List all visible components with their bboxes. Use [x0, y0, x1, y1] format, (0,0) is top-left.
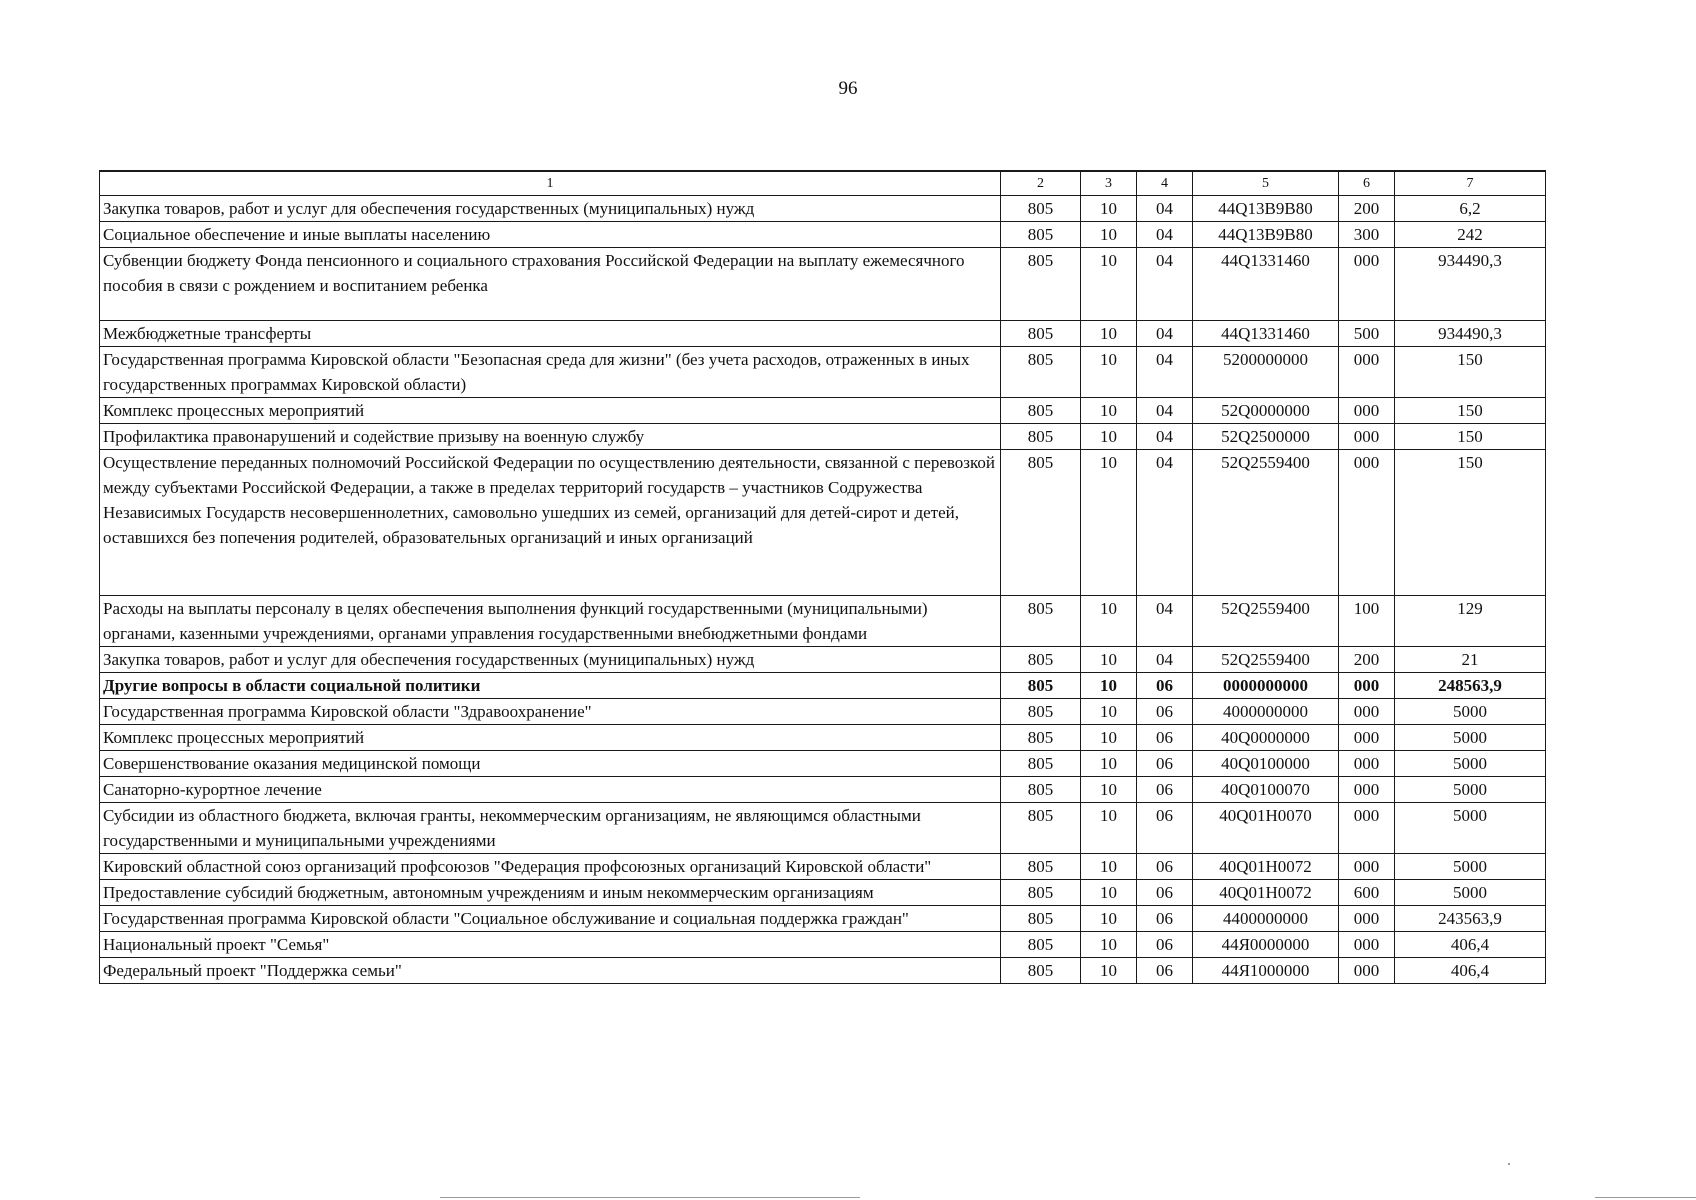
cell-ministry: 805 — [1001, 932, 1081, 958]
header-cell: 5 — [1193, 171, 1339, 196]
cell-section: 10 — [1081, 321, 1137, 347]
table-row — [100, 777, 1546, 803]
cell-subsection: 04 — [1137, 196, 1193, 222]
cell-target-article: 44Q1331460 — [1193, 248, 1339, 321]
table-row — [100, 725, 1546, 751]
cell-section: 10 — [1081, 777, 1137, 803]
cell-ministry: 805 — [1001, 450, 1081, 596]
cell-amount: 248563,9 — [1395, 673, 1546, 699]
cell-section: 10 — [1081, 347, 1137, 398]
cell-section: 10 — [1081, 906, 1137, 932]
table-row — [100, 854, 1546, 880]
cell-target-article: 52Q2559400 — [1193, 647, 1339, 673]
cell-ministry: 805 — [1001, 725, 1081, 751]
cell-subsection: 06 — [1137, 725, 1193, 751]
header-cell: 2 — [1001, 171, 1081, 196]
cell-amount: 5000 — [1395, 751, 1546, 777]
cell-subsection: 04 — [1137, 248, 1193, 321]
cell-subsection: 06 — [1137, 958, 1193, 984]
cell-amount: 150 — [1395, 398, 1546, 424]
cell-ministry: 805 — [1001, 424, 1081, 450]
table-row — [100, 424, 1546, 450]
cell-expense-type: 000 — [1339, 803, 1395, 854]
cell-subsection: 04 — [1137, 647, 1193, 673]
cell-subsection: 04 — [1137, 222, 1193, 248]
cell-amount: 5000 — [1395, 725, 1546, 751]
cell-target-article: 40Q0100070 — [1193, 777, 1339, 803]
cell-ministry: 805 — [1001, 777, 1081, 803]
cell-section: 10 — [1081, 673, 1137, 699]
row-name: Национальный проект "Семья" — [100, 932, 1001, 958]
row-name: Межбюджетные трансферты — [100, 321, 1001, 347]
cell-subsection: 06 — [1137, 932, 1193, 958]
cell-section: 10 — [1081, 932, 1137, 958]
cell-target-article: 4000000000 — [1193, 699, 1339, 725]
table-row — [100, 596, 1546, 647]
cell-section: 10 — [1081, 699, 1137, 725]
cell-section: 10 — [1081, 398, 1137, 424]
header-cell: 4 — [1137, 171, 1193, 196]
cell-section: 10 — [1081, 854, 1137, 880]
table-row — [100, 906, 1546, 932]
cell-section: 10 — [1081, 880, 1137, 906]
table-row — [100, 321, 1546, 347]
cell-expense-type: 000 — [1339, 673, 1395, 699]
cell-expense-type: 000 — [1339, 699, 1395, 725]
page-number: 96 — [838, 78, 858, 99]
cell-ministry: 805 — [1001, 596, 1081, 647]
row-name: Субсидии из областного бюджета, включая гранты, некоммерческим организациям, не являющимся областными государственными и муниципальными учреждениями — [100, 803, 1001, 854]
cell-target-article: 40Q01H0070 — [1193, 803, 1339, 854]
cell-ministry: 805 — [1001, 398, 1081, 424]
cell-expense-type: 000 — [1339, 424, 1395, 450]
cell-subsection: 04 — [1137, 347, 1193, 398]
cell-expense-type: 000 — [1339, 751, 1395, 777]
table-row — [100, 196, 1546, 222]
cell-target-article: 44Q13B9B80 — [1193, 222, 1339, 248]
cell-amount: 21 — [1395, 647, 1546, 673]
cell-ministry: 805 — [1001, 699, 1081, 725]
row-name: Предоставление субсидий бюджетным, автономным учреждениям и иным некоммерческим организациям — [100, 880, 1001, 906]
cell-target-article: 44Я0000000 — [1193, 932, 1339, 958]
cell-amount: 5000 — [1395, 803, 1546, 854]
cell-ministry: 805 — [1001, 803, 1081, 854]
cell-amount: 5000 — [1395, 699, 1546, 725]
cell-expense-type: 000 — [1339, 906, 1395, 932]
cell-ministry: 805 — [1001, 906, 1081, 932]
cell-amount: 242 — [1395, 222, 1546, 248]
row-name: Государственная программа Кировской области "Социальное обслуживание и социальная поддержка граждан" — [100, 906, 1001, 932]
cell-subsection: 06 — [1137, 906, 1193, 932]
cell-expense-type: 600 — [1339, 880, 1395, 906]
cell-subsection: 06 — [1137, 699, 1193, 725]
cell-subsection: 04 — [1137, 450, 1193, 596]
cell-expense-type: 000 — [1339, 450, 1395, 596]
table-row — [100, 450, 1546, 596]
table-row — [100, 751, 1546, 777]
cell-expense-type: 500 — [1339, 321, 1395, 347]
cell-expense-type: 000 — [1339, 932, 1395, 958]
header-cell: 6 — [1339, 171, 1395, 196]
table-row — [100, 248, 1546, 321]
row-name: Закупка товаров, работ и услуг для обеспечения государственных (муниципальных) нужд — [100, 196, 1001, 222]
cell-amount: 150 — [1395, 347, 1546, 398]
cell-subsection: 04 — [1137, 398, 1193, 424]
cell-target-article: 40Q0100000 — [1193, 751, 1339, 777]
cell-target-article: 44Я1000000 — [1193, 958, 1339, 984]
cell-subsection: 04 — [1137, 424, 1193, 450]
row-name: Социальное обеспечение и иные выплаты населению — [100, 222, 1001, 248]
cell-subsection: 06 — [1137, 854, 1193, 880]
table-row — [100, 958, 1546, 984]
table-row — [100, 398, 1546, 424]
cell-ministry: 805 — [1001, 196, 1081, 222]
header-cell: 3 — [1081, 171, 1137, 196]
header-cell: 7 — [1395, 171, 1546, 196]
row-name: Расходы на выплаты персоналу в целях обеспечения выполнения функций государственными (муниципальными) органами, казенными учреждениями, органами управления государственными внебюджетными фондами — [100, 596, 1001, 647]
cell-amount: 406,4 — [1395, 958, 1546, 984]
table-row — [100, 347, 1546, 398]
cell-subsection: 06 — [1137, 673, 1193, 699]
cell-subsection: 04 — [1137, 321, 1193, 347]
cell-amount: 6,2 — [1395, 196, 1546, 222]
cell-subsection: 06 — [1137, 880, 1193, 906]
cell-ministry: 805 — [1001, 673, 1081, 699]
cell-subsection: 04 — [1137, 596, 1193, 647]
cell-amount: 934490,3 — [1395, 248, 1546, 321]
cell-amount: 406,4 — [1395, 932, 1546, 958]
cell-section: 10 — [1081, 596, 1137, 647]
scan-edge-line — [440, 1197, 860, 1198]
cell-target-article: 52Q2559400 — [1193, 450, 1339, 596]
cell-ministry: 805 — [1001, 222, 1081, 248]
cell-ministry: 805 — [1001, 751, 1081, 777]
row-name: Государственная программа Кировской области "Безопасная среда для жизни" (без учета расходов, отраженных в иных государственных программах Кировской области) — [100, 347, 1001, 398]
cell-ministry: 805 — [1001, 880, 1081, 906]
cell-target-article: 4400000000 — [1193, 906, 1339, 932]
row-name: Закупка товаров, работ и услуг для обеспечения государственных (муниципальных) нужд — [100, 647, 1001, 673]
cell-section: 10 — [1081, 803, 1137, 854]
header-cell: 1 — [100, 171, 1001, 196]
budget-table — [99, 170, 1546, 984]
cell-ministry: 805 — [1001, 248, 1081, 321]
cell-ministry: 805 — [1001, 321, 1081, 347]
table-row — [100, 880, 1546, 906]
cell-target-article: 44Q13B9B80 — [1193, 196, 1339, 222]
cell-expense-type: 000 — [1339, 725, 1395, 751]
cell-expense-type: 000 — [1339, 854, 1395, 880]
cell-amount: 129 — [1395, 596, 1546, 647]
cell-target-article: 0000000000 — [1193, 673, 1339, 699]
cell-ministry: 805 — [1001, 347, 1081, 398]
cell-section: 10 — [1081, 958, 1137, 984]
cell-amount: 150 — [1395, 424, 1546, 450]
cell-target-article: 52Q2559400 — [1193, 596, 1339, 647]
cell-section: 10 — [1081, 424, 1137, 450]
cell-expense-type: 200 — [1339, 196, 1395, 222]
row-name: Осуществление переданных полномочий Российской Федерации по осуществлению деятельности, связанной с перевозкой между субъектами Российской Федерации, а также в пределах территорий государств – участников Содружества Независимых Государств несовершеннолетних, самовольно ушедших из семей, организаций для детей-сирот и детей, оставшихся без попечения родителей, образовательных организаций и иных организаций — [100, 450, 1001, 596]
header-row — [100, 171, 1546, 196]
cell-expense-type: 000 — [1339, 248, 1395, 321]
cell-section: 10 — [1081, 196, 1137, 222]
cell-subsection: 06 — [1137, 803, 1193, 854]
cell-section: 10 — [1081, 222, 1137, 248]
cell-section: 10 — [1081, 248, 1137, 321]
cell-subsection: 06 — [1137, 777, 1193, 803]
cell-expense-type: 000 — [1339, 958, 1395, 984]
cell-target-article: 40Q01H0072 — [1193, 854, 1339, 880]
table-row — [100, 932, 1546, 958]
cell-target-article: 5200000000 — [1193, 347, 1339, 398]
row-name: Другие вопросы в области социальной политики — [100, 673, 1001, 699]
cell-target-article: 52Q0000000 — [1193, 398, 1339, 424]
cell-target-article: 40Q01H0072 — [1193, 880, 1339, 906]
cell-amount: 150 — [1395, 450, 1546, 596]
row-name: Кировский областной союз организаций профсоюзов "Федерация профсоюзных организаций Кировской области" — [100, 854, 1001, 880]
cell-target-article: 52Q2500000 — [1193, 424, 1339, 450]
cell-ministry: 805 — [1001, 854, 1081, 880]
table-row-section-total — [100, 673, 1546, 699]
row-name: Комплекс процессных мероприятий — [100, 725, 1001, 751]
cell-ministry: 805 — [1001, 647, 1081, 673]
cell-amount: 5000 — [1395, 854, 1546, 880]
cell-target-article: 44Q1331460 — [1193, 321, 1339, 347]
cell-expense-type: 100 — [1339, 596, 1395, 647]
row-name: Профилактика правонарушений и содействие призыву на военную службу — [100, 424, 1001, 450]
row-name: Субвенции бюджету Фонда пенсионного и социального страхования Российской Федерации на выплату ежемесячного пособия в связи с рождением и воспитанием ребенка — [100, 248, 1001, 321]
cell-section: 10 — [1081, 647, 1137, 673]
cell-amount: 5000 — [1395, 880, 1546, 906]
cell-amount: 5000 — [1395, 777, 1546, 803]
table-row — [100, 647, 1546, 673]
cell-ministry: 805 — [1001, 958, 1081, 984]
row-name: Санаторно-курортное лечение — [100, 777, 1001, 803]
row-name: Федеральный проект "Поддержка семьи" — [100, 958, 1001, 984]
table-row — [100, 699, 1546, 725]
row-name: Государственная программа Кировской области "Здравоохранение" — [100, 699, 1001, 725]
cell-expense-type: 000 — [1339, 777, 1395, 803]
table-row — [100, 803, 1546, 854]
cell-section: 10 — [1081, 751, 1137, 777]
cell-subsection: 06 — [1137, 751, 1193, 777]
cell-expense-type: 200 — [1339, 647, 1395, 673]
cell-section: 10 — [1081, 450, 1137, 596]
cell-expense-type: 300 — [1339, 222, 1395, 248]
table-row — [100, 222, 1546, 248]
row-name: Совершенствование оказания медицинской помощи — [100, 751, 1001, 777]
scan-edge-line — [1595, 1197, 1696, 1198]
cell-expense-type: 000 — [1339, 398, 1395, 424]
cell-target-article: 40Q0000000 — [1193, 725, 1339, 751]
cell-amount: 243563,9 — [1395, 906, 1546, 932]
cell-expense-type: 000 — [1339, 347, 1395, 398]
cell-amount: 934490,3 — [1395, 321, 1546, 347]
scan-speck — [1508, 1163, 1510, 1165]
row-name: Комплекс процессных мероприятий — [100, 398, 1001, 424]
cell-section: 10 — [1081, 725, 1137, 751]
